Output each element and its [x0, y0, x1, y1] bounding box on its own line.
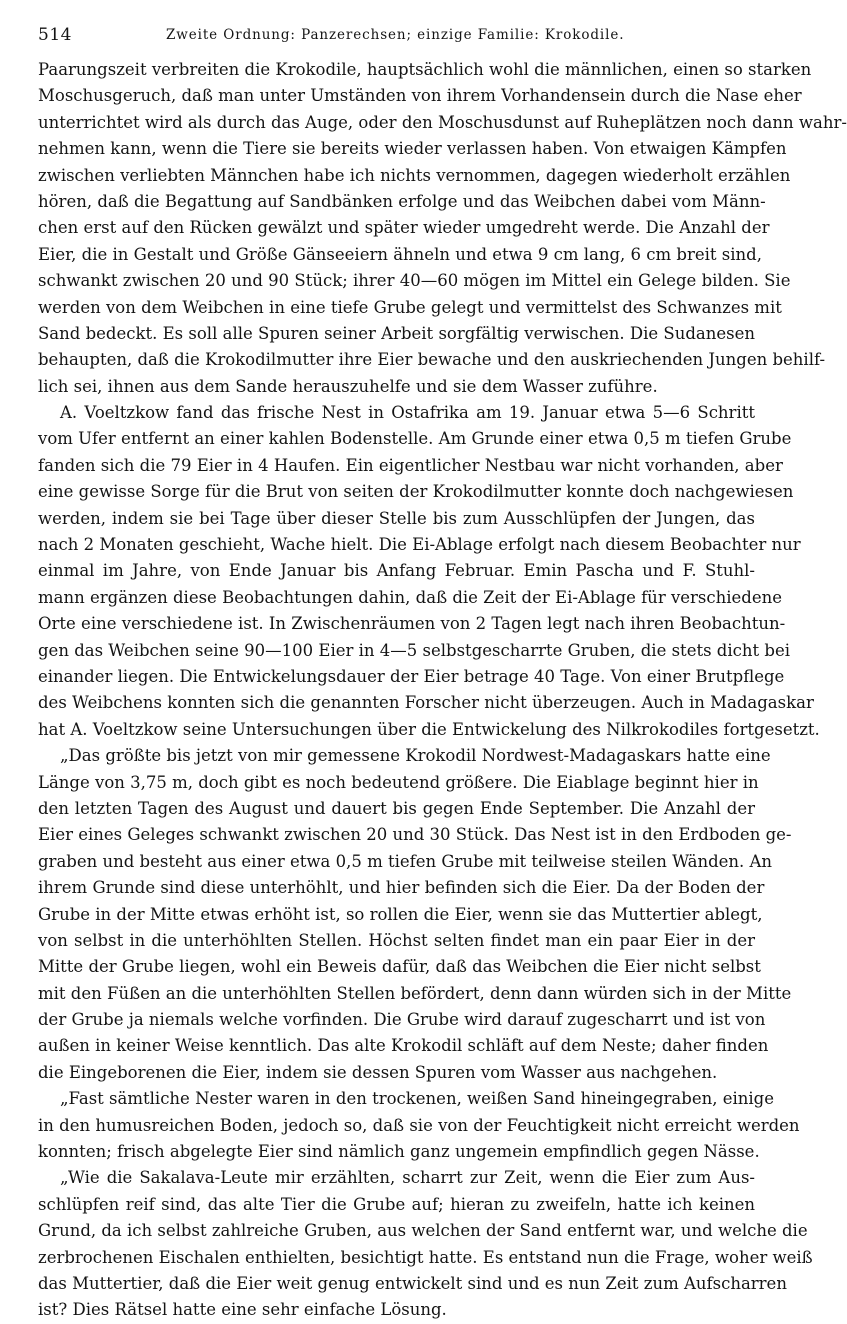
text-line: vom Ufer entfernt an einer kahlen Bodenstelle. Am Grunde einer etwa 0,5 m tiefen Grube [38, 429, 792, 449]
text-line: hören, daß die Begattung auf Sandbänken erfolge und das Weibchen dabei vom Männ- [38, 191, 766, 211]
text-line: „Fast sämtliche Nester waren in den trockenen, weißen Sand hineingegraben, einige [60, 1089, 774, 1109]
text-line: zwischen verliebten Männchen habe ich nichts vernommen, dagegen wiederholt erzählen [38, 165, 791, 185]
text-line: Moschusgeruch, daß man unter Umständen von ihrem Vorhandensein durch die Nase eher [38, 86, 802, 106]
text-line: zerbrochenen Eischalen enthielten, besichtigt hatte. Es entstand nun die Frage, woher weiß [38, 1247, 813, 1267]
text-line: Länge von 3,75 m, doch gibt es noch bedeutend größere. Die Eiablage beginnt hier in [38, 772, 759, 792]
text-line: lich sei, ihnen aus dem Sande herauszuhelfe und sie dem Wasser zuführe. [38, 376, 658, 396]
text-line: die Eingeborenen die Eier, indem sie dessen Spuren vom Wasser aus nachgehen. [38, 1062, 718, 1082]
text-line: Paarungszeit verbreiten die Krokodile, hauptsächlich wohl die männlichen, einen so starken [38, 60, 812, 79]
text-line: chen erst auf den Rücken gewälzt und später wieder umgedreht werde. Die Anzahl der [38, 218, 770, 238]
text-line: gen das Weibchen seine 90—100 Eier in 4—5 selbstgescharrte Gruben, die stets dicht bei [38, 640, 790, 660]
text-line: des Weibchens konnten sich die genannten Forscher nicht überzeugen. Auch in Madagaskar [38, 693, 814, 713]
text-line: Eier, die in Gestalt und Größe Gänseeiern ähneln und etwa 9 cm lang, 6 cm breit sind, [38, 244, 762, 264]
text-line: eine gewisse Sorge für die Brut von seiten der Krokodilmutter konnte doch nachgewiesen [38, 482, 794, 502]
text-line: konnten; frisch abgelegte Eier sind nämlich ganz ungemein empfindlich gegen Nässe. [38, 1142, 760, 1162]
body-text [38, 57, 847, 1324]
text-line: Eier eines Geleges schwankt zwischen 20 und 30 Stück. Das Nest ist in den Erdboden ge- [38, 825, 792, 845]
running-title: Zweite Ordnung: Panzerechsen; einzige Familie: Krokodile. [166, 27, 625, 43]
text-line: ihrem Grunde sind diese unterhöhlt, und hier befinden sich die Eier. Da der Boden der [38, 878, 765, 898]
running-header [38, 24, 755, 46]
text-line: nach 2 Monaten geschieht, Wache hielt. Die Ei-Ablage erfolgt nach diesem Beobachter nur [38, 535, 801, 555]
text-line: fanden sich die 79 Eier in 4 Haufen. Ein eigentlicher Nestbau war nicht vorhanden, aber [38, 455, 783, 475]
text-line: einmal im Jahre, von Ende Januar bis Anfang Februar. Emin Pascha und F. Stuhl- [38, 561, 755, 581]
text-line: unterrichtet wird als durch das Auge, oder den Moschusdunst auf Ruheplätzen noch dann wahr- [38, 112, 847, 132]
text-line: Mitte der Grube liegen, wohl ein Beweis dafür, daß das Weibchen die Eier nicht selbst [38, 957, 761, 977]
text-line: das Muttertier, daß die Eier weit genug entwickelt sind und es nun Zeit zum Aufscharren [38, 1273, 787, 1293]
text-line: Grund, da ich selbst zahlreiche Gruben, aus welchen der Sand entfernt war, und welche die [38, 1221, 808, 1241]
text-line: nehmen kann, wenn die Tiere sie bereits wieder verlassen haben. Von etwaigen Kämpfen [38, 139, 787, 159]
text-line: von selbst in die unterhöhlten Stellen. Höchst selten findet man ein paar Eier in der [38, 930, 755, 950]
page-number: 514 [38, 25, 72, 45]
text-line: hat A. Voeltzkow seine Untersuchungen über die Entwickelung des Nilkrokodiles fortgesetzt. [38, 719, 820, 739]
text-line: A. Voeltzkow fand das frische Nest in Ostafrika am 19. Januar etwa 5—6 Schritt [60, 403, 755, 423]
text-line: mit den Füßen an die unterhöhlten Stellen befördert, denn dann würden sich in der Mitte [38, 983, 792, 1003]
text-line: behaupten, daß die Krokodilmutter ihre Eier bewache und den auskriechenden Jungen behilf- [38, 350, 826, 370]
text-line: „Wie die Sakalava-Leute mir erzählten, scharrt zur Zeit, wenn die Eier zum Aus- [60, 1168, 755, 1188]
text-line: der Grube ja niemals welche vorfinden. Die Grube wird darauf zugescharrt und ist von [38, 1010, 766, 1030]
text-line: einander liegen. Die Entwickelungsdauer der Eier betrage 40 Tage. Von einer Brutpflege [38, 666, 785, 686]
text-line: „Das größte bis jetzt von mir gemessene Krokodil Nordwest-Madagaskars hatte eine [60, 746, 771, 766]
text-line: ist? Dies Rätsel hatte eine sehr einfache Lösung. [38, 1300, 447, 1320]
text-line: in den humusreichen Boden, jedoch so, daß sie von der Feuchtigkeit nicht erreicht werden [38, 1115, 800, 1135]
text-line: Sand bedeckt. Es soll alle Spuren seiner Arbeit sorgfältig verwischen. Die Sudanesen [38, 323, 755, 343]
text-line: graben und besteht aus einer etwa 0,5 m tiefen Grube mit teilweise steilen Wänden. An [38, 851, 773, 871]
text-line: mann ergänzen diese Beobachtungen dahin, daß die Zeit der Ei-Ablage für verschiedene [38, 587, 783, 607]
text-line: Orte eine verschiedene ist. In Zwischenräumen von 2 Tagen legt nach ihren Beobachtun- [38, 614, 786, 634]
text-line: schlüpfen reif sind, das alte Tier die Grube auf; hieran zu zweifeln, hatte ich keinen [38, 1194, 755, 1214]
text-line: den letzten Tagen des August und dauert bis gegen Ende September. Die Anzahl der [38, 798, 755, 818]
text-line: schwankt zwischen 20 und 90 Stück; ihrer 40—60 mögen im Mittel ein Gelege bilden. Sie [38, 271, 791, 291]
text-line: außen in keiner Weise kenntlich. Das alte Krokodil schläft auf dem Neste; daher finden [38, 1036, 769, 1056]
text-line: Grube in der Mitte etwas erhöht ist, so rollen die Eier, wenn sie das Muttertier ablegt, [38, 904, 763, 924]
text-line: werden von dem Weibchen in eine tiefe Grube gelegt und vermittelst des Schwanzes mit [38, 297, 782, 317]
text-line: werden, indem sie bei Tage über dieser Stelle bis zum Ausschlüpfen der Jungen, das [38, 508, 755, 528]
